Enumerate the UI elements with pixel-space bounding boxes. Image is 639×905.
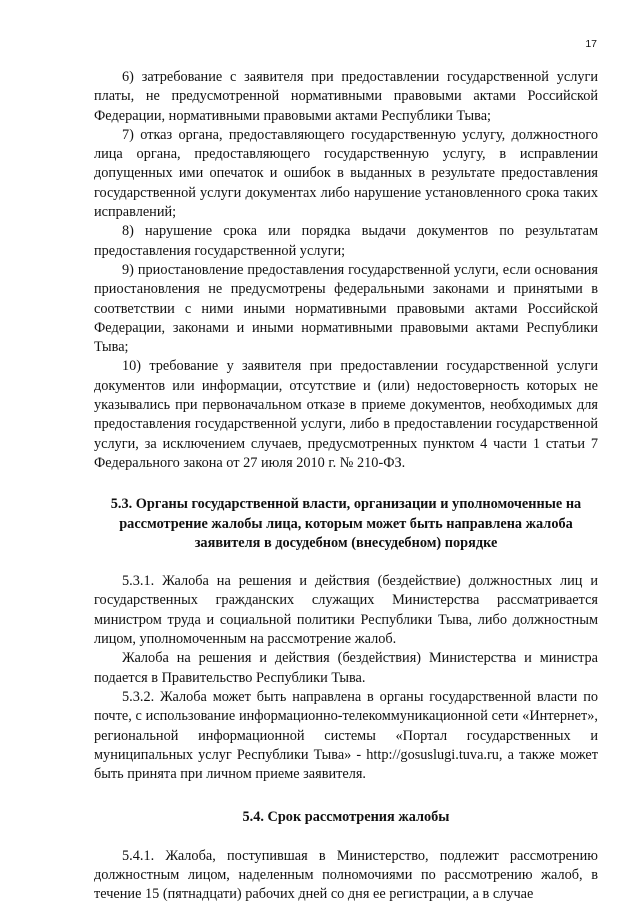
paragraph-5-3-2: 5.3.2. Жалоба может быть направлена в органы государственной власти по почте, с использование информационно-телекоммуникационной сети «Интернет», региональной информационной системы «Портал государственных и муниципальных услуг Республики Тыва» - http://gosuslugi.tuva.ru, а также может быть принята при личном приеме заявителя. — [94, 688, 598, 783]
list-item-10: 10) требование у заявителя при предоставлении государственной услуги документов или информации, отсутствие и (или) недостоверность которых не указывались при первоначальном отказе в приеме документов, необходимых для предоставления государственной услуги, либо в предоставлении государственной услуги, за исключением случаев, предусмотренных пунктом 4 части 1 статьи 7 Федерального закона от 27 июля 2010 г. № 210-ФЗ. — [94, 358, 598, 471]
page-number: 17 — [585, 38, 597, 50]
spacer — [94, 784, 598, 808]
spacer — [94, 473, 598, 495]
spacer — [94, 553, 598, 572]
list-item-7: 7) отказ органа, предоставляющего государственную услугу, должностного лица органа, предоставляющего государственную услугу, в исправлении допущенных ими опечаток и ошибок в выданных в результате предоставления государственной услуги документах либо нарушение установленного срока таких исправлений; — [94, 126, 598, 221]
list-item-9: 9) приостановление предоставления государственной услуги, если основания приостановления не предусмотрены федеральными законами и принятыми в соответствии с ними иными нормативными правовыми актами Российской Федерации, законами и иными нормативными правовыми актами Республики Тыва; — [94, 261, 598, 356]
paragraph-5-3-1-continued: Жалоба на решения и действия (бездействия) Министерства и министра подается в Правительство Республики Тыва. — [94, 650, 598, 686]
spacer — [94, 828, 598, 847]
page-body — [94, 68, 598, 905]
list-item-8: 8) нарушение срока или порядка выдачи документов по результатам предоставления государственной услуги; — [94, 223, 598, 259]
section-title-5-3: 5.3. Органы государственной власти, организации и уполномоченные на рассмотрение жалобы лица, которым может быть направлена жалоба заявителя в досудебном (внесудебном) порядке — [110, 496, 582, 551]
list-item-6: 6) затребование с заявителя при предоставлении государственной услуги платы, не предусмотренной нормативными правовыми актами Российской Федерации, нормативными правовыми актами Республики Тыва; — [94, 69, 598, 124]
paragraph-5-4-1: 5.4.1. Жалоба, поступившая в Министерство, подлежит рассмотрению должностным лицом, наделенным полномочиями по рассмотрению жалоб, в течение 15 (пятнадцати) рабочих дней со дня ее регистрации, а в случае — [94, 847, 598, 903]
paragraph-5-3-1: 5.3.1. Жалоба на решения и действия (бездействие) должностных лиц и государственных гражданских служащих Министерства рассматривается министром труда и социальной политики Республики Тыва, либо должностным лицом, уполномоченным на рассмотрение жалоб. — [94, 573, 598, 648]
section-title-5-4: 5.4. Срок рассмотрения жалобы — [242, 809, 450, 826]
